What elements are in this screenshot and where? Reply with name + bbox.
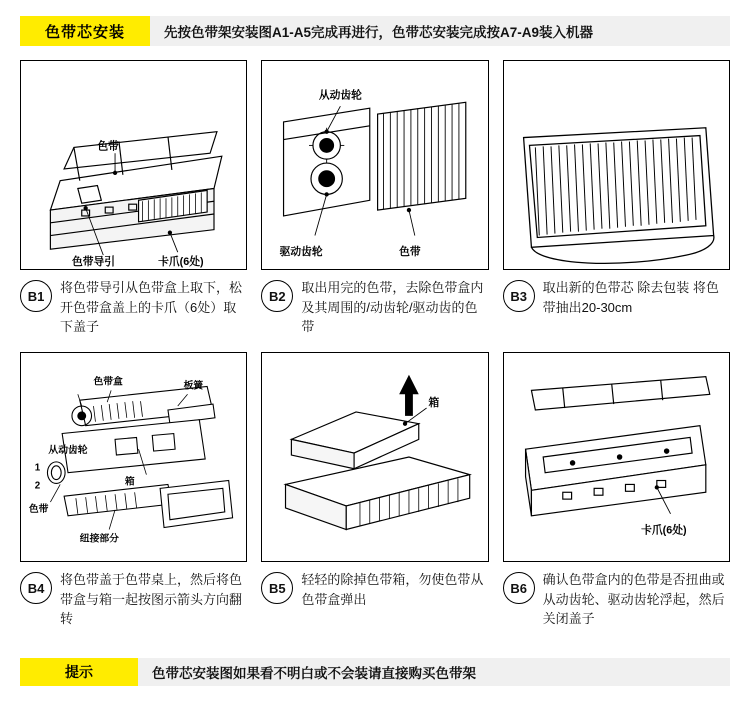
figure-label: 板簧: [183, 380, 204, 392]
step-card-b2: [261, 60, 488, 340]
figure-b2: [261, 60, 488, 270]
figure-label: 色带: [97, 140, 119, 153]
footer-tag: 提示: [20, 658, 138, 686]
footer-note: 色带芯安装图如果看不明白或不会装请直接购买色带架: [152, 666, 476, 681]
step-text: 轻轻的除掉色带箱，勿使色带从色带盒弹出: [301, 572, 484, 607]
figure-b5: [261, 352, 488, 562]
figure-label: 色带盒: [93, 376, 123, 388]
step-badge: B4: [20, 572, 52, 604]
step-card-b5: [261, 352, 488, 632]
figure-label: 从动齿轮: [48, 445, 88, 457]
caption-b1: [20, 278, 247, 340]
figure-label: 从动齿轮: [319, 89, 363, 102]
instruction-page: [0, 16, 750, 704]
figure-label: 箱: [428, 397, 440, 410]
step-text: 将色带盖于色带桌上，然后将色带盒与箱一起按图示箭头方向翻转: [60, 572, 243, 626]
step-card-b1: [20, 60, 247, 340]
step-badge: B1: [20, 280, 52, 312]
figure-label: 色带: [28, 503, 49, 515]
figure-b6: [503, 352, 730, 562]
caption-b5: [261, 570, 488, 632]
step-card-b6: [503, 352, 730, 632]
figure-label: 纽接部分: [79, 533, 119, 545]
step-badge: B5: [261, 572, 293, 604]
figure-b3: [503, 60, 730, 270]
step-text: 确认色带盒内的色带是否扭曲或从动齿轮、驱动齿轮浮起，然后关闭盖子: [542, 572, 725, 626]
figure-label: 卡爪(6处): [158, 255, 204, 268]
figure-label-1: 1: [34, 462, 41, 474]
caption-b3: [503, 278, 730, 340]
step-text: 取出新的色带芯 除去包装 将色带抽出20-30cm: [542, 280, 719, 315]
caption-b6: [503, 570, 730, 632]
figure-label: 色带导引: [71, 255, 116, 268]
step-card-b3: [503, 60, 730, 340]
step-badge: B6: [503, 572, 535, 604]
steps-grid: [20, 60, 730, 632]
figure-label: 驱动齿轮: [279, 246, 324, 259]
caption-b4: [20, 570, 247, 632]
header-description: 先按色带架安装图A1-A5完成再进行，色带芯安装完成按A7-A9装入机器: [164, 25, 594, 40]
figure-label-2: 2: [34, 480, 41, 492]
step-badge: B3: [503, 280, 535, 312]
header-bar: [20, 16, 730, 46]
figure-label: 卡爪(6处): [640, 524, 687, 537]
figure-b1: [20, 60, 247, 270]
figure-b4: [20, 352, 247, 562]
header-tag: 色带芯安装: [20, 16, 150, 46]
step-text: 取出用完的色带，去除色带盒内及其周围的/动齿轮/驱动齿的色带: [301, 280, 484, 334]
step-card-b4: [20, 352, 247, 632]
caption-b2: [261, 278, 488, 340]
figure-label: 色带: [399, 246, 422, 259]
footer-bar: [20, 658, 730, 686]
step-text: 将色带导引从色带盒上取下，松开色带盒盖上的卡爪（6处）取下盖子: [60, 280, 243, 334]
figure-label: 箱: [124, 476, 135, 488]
step-badge: B2: [261, 280, 293, 312]
